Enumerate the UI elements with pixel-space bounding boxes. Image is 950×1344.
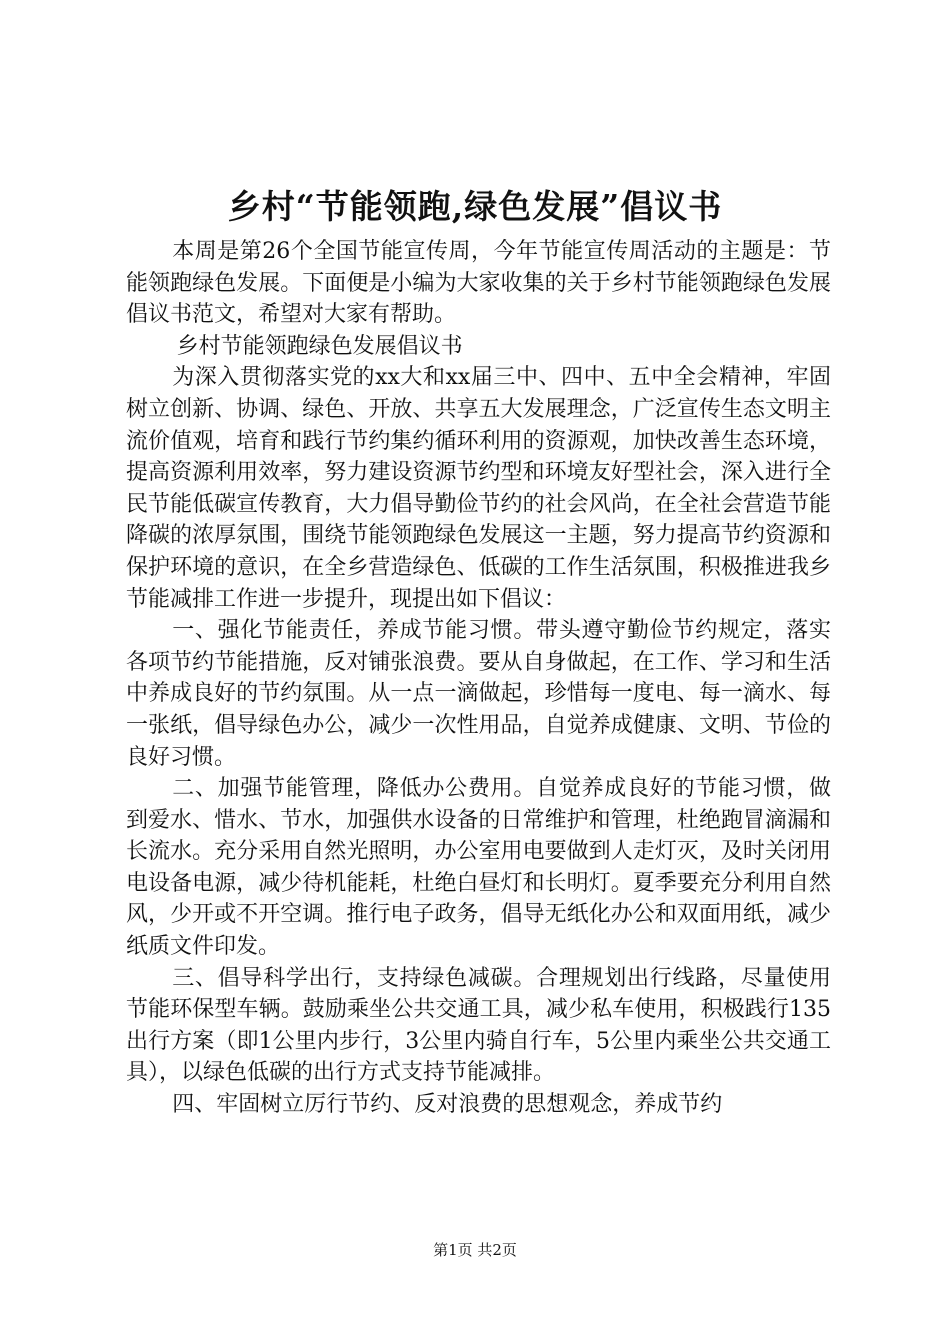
paragraph-item-4: 四、牢固树立厉行节约、反对浪费的思想观念，养成节约 <box>172 1092 723 1118</box>
paragraph-subtitle: 乡村节能领跑绿色发展倡议书 <box>176 333 463 359</box>
paragraph-preamble: 为深入贯彻落实党的xx大和xx届三中、四中、五中全会精神，牢固树立创新、协调、绿色、开放、共享五大发展理念，广泛宣传生态文明主流价值观，培育和践行节约集约循环利用的资源观，加快改善生态环境，提高资源利用效率，努力建设资源节约型和环境友好型社会，深入进行全民节能低碳宣传教育，大力倡导勤俭节约的社会风尚，在全社会营造节能降碳的浓厚氛围，围绕节能领跑绿色发展这一主题，努力提高节约资源和保护环境的意识，在全乡营造绿色、低碳的工作生活氛围，积极推进我乡节能减排工作进一步提升，现提出如下倡议： <box>126 365 831 612</box>
page-number-footer: 第1页 共2页 <box>433 1241 517 1259</box>
paragraph-item-1: 一、强化节能责任，养成节能习惯。带头遵守勤俭节约规定，落实各项节约节能措施，反对铺张浪费。要从自身做起，在工作、学习和生活中养成良好的节约氛围。从一点一滴做起，珍惜每一度电、每一滴水、每一张纸，倡导绿色办公，减少一次性用品，自觉养成健康、文明、节俭的良好习惯。 <box>126 618 831 770</box>
document-title: 乡村“节能领跑,绿色发展”倡议书 <box>227 187 723 226</box>
paragraph-item-3: 三、倡导科学出行，支持绿色减碳。合理规划出行线路，尽量使用节能环保型车辆。鼓励乘坐公共交通工具，减少私车使用，积极践行135出行方案（即1公里内步行，3公里内骑自行车，5公里内乘坐公共交通工具），以绿色低碳的出行方式支持节能减排。 <box>126 965 831 1086</box>
document-body <box>126 236 831 1121</box>
paragraph-item-2: 二、加强节能管理，降低办公费用。自觉养成良好的节能习惯，做到爱水、惜水、节水，加强供水设备的日常维护和管理，杜绝跑冒滴漏和长流水。充分采用自然光照明，办公室用电要做到人走灯灭，及时关闭用电设备电源，减少待机能耗，杜绝白昼灯和长明灯。夏季要充分利用自然风，少开或不开空调。推行电子政务，倡导无纸化办公和双面用纸，减少纸质文件印发。 <box>126 776 831 960</box>
paragraph-intro: 本周是第26个全国节能宣传周，今年节能宣传周活动的主题是：节能领跑绿色发展。下面便是小编为大家收集的关于乡村节能领跑绿色发展倡议书范文，希望对大家有帮助。 <box>126 239 831 328</box>
